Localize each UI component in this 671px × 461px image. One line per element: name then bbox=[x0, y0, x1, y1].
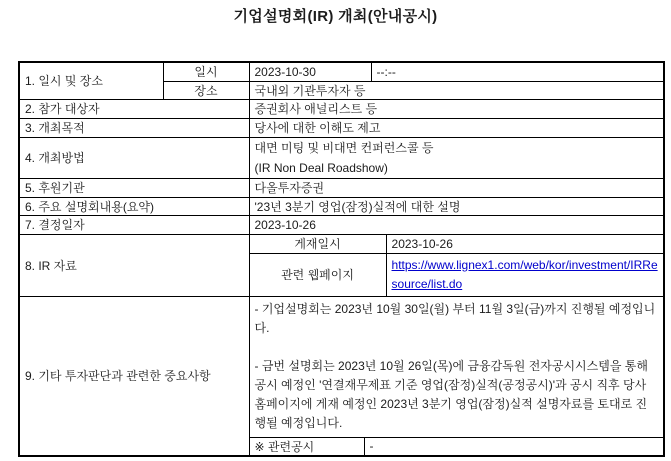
date-value: 2023-10-30 bbox=[249, 62, 371, 81]
disclosure-table bbox=[18, 61, 665, 457]
row7-value: 2023-10-26 bbox=[249, 215, 664, 234]
time-value: --:-- bbox=[371, 62, 664, 81]
row6-value: '23년 3분기 영업(잠정)실적에 대한 설명 bbox=[249, 197, 664, 215]
row3-label: 3. 개최목적 bbox=[19, 118, 249, 137]
row6-label: 6. 주요 설명회내용(요약) bbox=[19, 197, 249, 215]
row2-value: 증권회사 애널리스트 등 bbox=[249, 99, 664, 118]
row3-value: 당사에 대한 이해도 제고 bbox=[249, 118, 664, 137]
ir-webpage-link[interactable]: https://www.lignex1.com/web/kor/investment/IRResource/list.do bbox=[391, 257, 658, 291]
table-row bbox=[19, 118, 664, 137]
datetime-sublabel: 일시 bbox=[163, 62, 249, 81]
row9-label: 9. 기타 투자판단과 관련한 중요사항 bbox=[19, 296, 249, 456]
table-row bbox=[19, 215, 664, 234]
row7-label: 7. 결정일자 bbox=[19, 215, 249, 234]
row4-value-line2: (IR Non Deal Roadshow) bbox=[254, 160, 388, 175]
row5-value: 다올투자증권 bbox=[249, 178, 664, 197]
related-disclosure-label: ※ 관련공시 bbox=[249, 437, 364, 456]
place-sublabel: 장소 bbox=[163, 81, 249, 99]
table-row bbox=[19, 178, 664, 197]
row4-value bbox=[249, 137, 664, 178]
row4-label: 4. 개최방법 bbox=[19, 137, 249, 178]
place-value: 국내외 기관투자자 등 bbox=[249, 81, 664, 99]
row5-label: 5. 후원기관 bbox=[19, 178, 249, 197]
ir-post-date-value: 2023-10-26 bbox=[386, 234, 664, 253]
ir-post-date-sublabel: 게재일시 bbox=[249, 234, 386, 253]
table-row bbox=[19, 99, 664, 118]
row9-notes bbox=[249, 296, 664, 437]
row1-label: 1. 일시 및 장소 bbox=[19, 62, 163, 99]
table-row bbox=[19, 62, 664, 81]
row4-value-line1: 대면 미팅 및 비대면 컨퍼런스콜 등 bbox=[254, 140, 434, 155]
page-title: 기업설명회(IR) 개최(안내공시) bbox=[233, 8, 438, 25]
table-row bbox=[19, 137, 664, 178]
row9-note-paragraph-1: - 기업설명회는 2023년 10월 30일(월) 부터 11월 3일(금)까지 진행될 예정입니다. bbox=[254, 301, 656, 335]
row8-label: 8. IR 자료 bbox=[19, 234, 249, 296]
table-row bbox=[19, 234, 664, 253]
table-row bbox=[19, 197, 664, 215]
table-row bbox=[19, 296, 664, 437]
ir-webpage-cell bbox=[386, 253, 664, 296]
ir-webpage-sublabel: 관련 웹페이지 bbox=[249, 253, 386, 296]
row2-label: 2. 참가 대상자 bbox=[19, 99, 249, 118]
row9-note-paragraph-2: - 금번 설명회는 2023년 10월 26일(목)에 금융감독원 전자공시시스템을 통해 공시 예정인 '연결재무제표 기준 영업(잠정)실적(공정공시)'과 공시 직후 당사 홈페이지에 게재 예정인 2023년 3분기 영업(잠정)실적 설명자료를 토대로 진행될 예정입니다. bbox=[254, 358, 648, 430]
related-disclosure-value: - bbox=[364, 437, 664, 456]
